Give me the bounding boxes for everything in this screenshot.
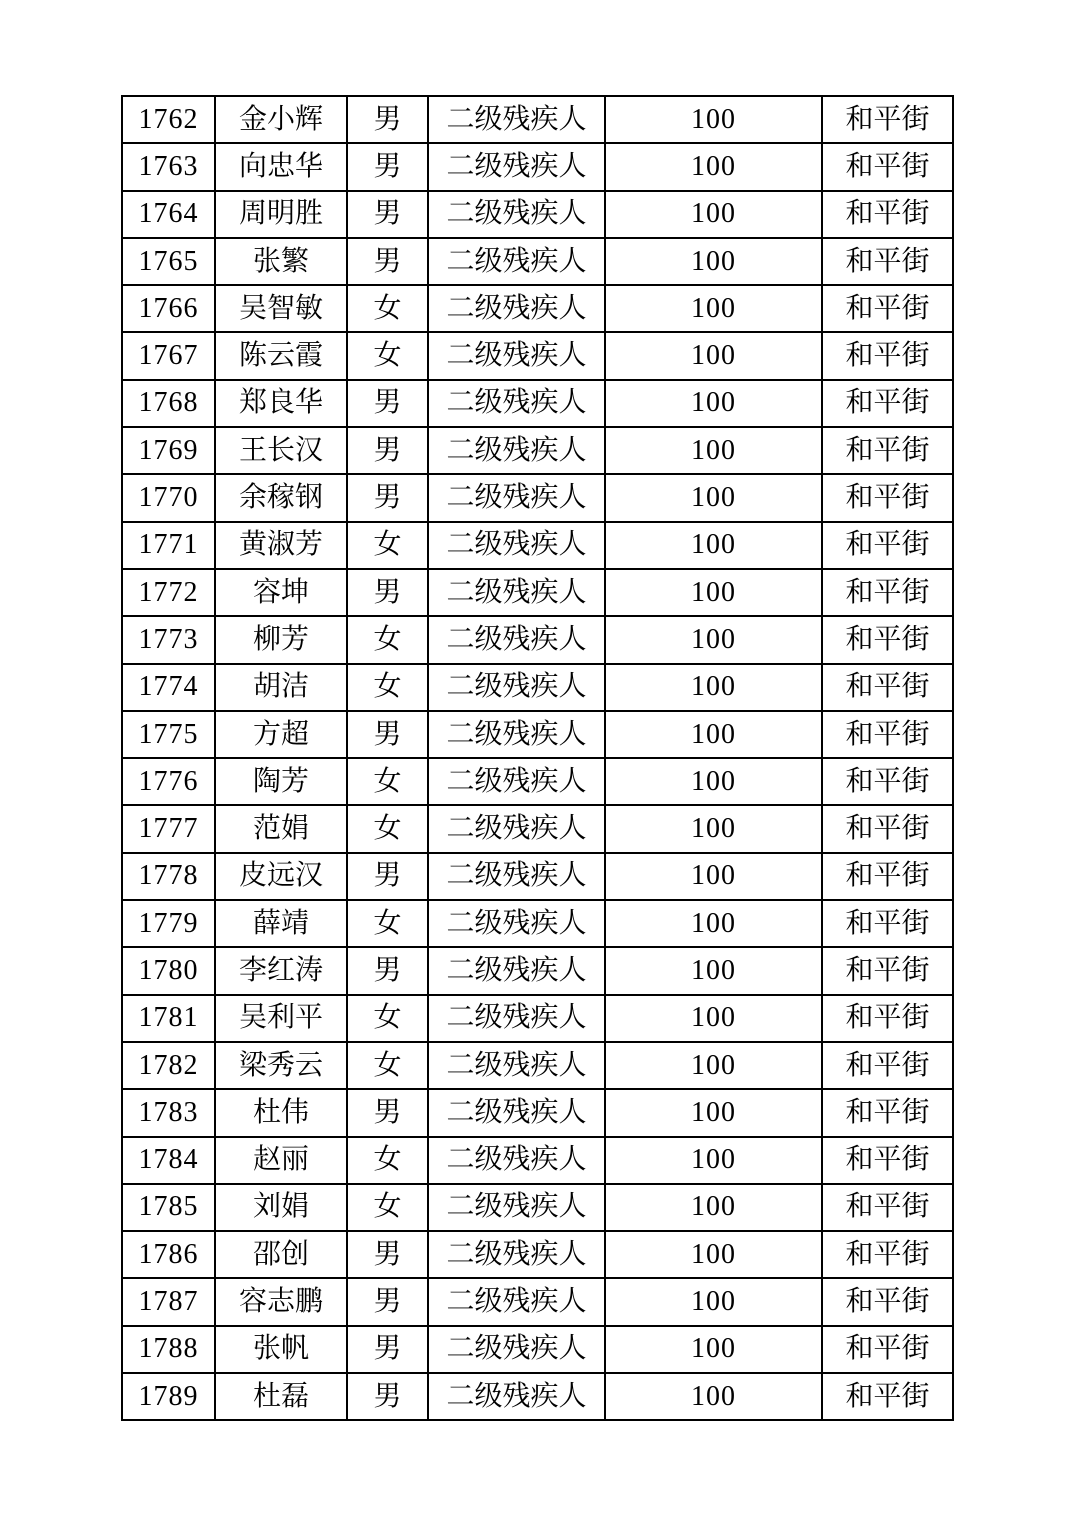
- cell-serial: 1771: [122, 522, 215, 569]
- cell-name: 赵丽: [215, 1137, 347, 1184]
- cell-gender: 男: [347, 96, 428, 143]
- cell-name: 余稼钢: [215, 474, 347, 521]
- cell-category: 二级残疾人: [428, 143, 605, 190]
- cell-category: 二级残疾人: [428, 474, 605, 521]
- cell-gender: 女: [347, 758, 428, 805]
- cell-category: 二级残疾人: [428, 758, 605, 805]
- cell-serial: 1769: [122, 427, 215, 474]
- table-row: [122, 143, 953, 190]
- cell-category: 二级残疾人: [428, 238, 605, 285]
- cell-gender: 男: [347, 474, 428, 521]
- cell-gender: 女: [347, 616, 428, 663]
- cell-category: 二级残疾人: [428, 1231, 605, 1278]
- cell-amount: 100: [605, 1089, 822, 1136]
- cell-amount: 100: [605, 664, 822, 711]
- table-row: [122, 900, 953, 947]
- cell-serial: 1780: [122, 947, 215, 994]
- cell-street: 和平街: [822, 1373, 953, 1420]
- cell-category: 二级残疾人: [428, 1326, 605, 1373]
- table-row: [122, 664, 953, 711]
- cell-street: 和平街: [822, 191, 953, 238]
- cell-gender: 女: [347, 1137, 428, 1184]
- cell-category: 二级残疾人: [428, 853, 605, 900]
- cell-serial: 1775: [122, 711, 215, 758]
- cell-amount: 100: [605, 238, 822, 285]
- cell-amount: 100: [605, 143, 822, 190]
- cell-serial: 1774: [122, 664, 215, 711]
- cell-category: 二级残疾人: [428, 947, 605, 994]
- cell-serial: 1777: [122, 805, 215, 852]
- cell-category: 二级残疾人: [428, 1089, 605, 1136]
- cell-serial: 1783: [122, 1089, 215, 1136]
- cell-name: 陈云霞: [215, 332, 347, 379]
- cell-street: 和平街: [822, 1137, 953, 1184]
- cell-amount: 100: [605, 758, 822, 805]
- cell-name: 向忠华: [215, 143, 347, 190]
- cell-gender: 男: [347, 1278, 428, 1325]
- cell-street: 和平街: [822, 332, 953, 379]
- cell-category: 二级残疾人: [428, 664, 605, 711]
- cell-category: 二级残疾人: [428, 616, 605, 663]
- table-row: [122, 853, 953, 900]
- cell-serial: 1789: [122, 1373, 215, 1420]
- cell-street: 和平街: [822, 947, 953, 994]
- cell-serial: 1767: [122, 332, 215, 379]
- cell-amount: 100: [605, 1231, 822, 1278]
- cell-name: 杜磊: [215, 1373, 347, 1420]
- cell-gender: 男: [347, 853, 428, 900]
- table-row: [122, 332, 953, 379]
- cell-name: 皮远汉: [215, 853, 347, 900]
- table-row: [122, 380, 953, 427]
- table-row: [122, 238, 953, 285]
- cell-category: 二级残疾人: [428, 96, 605, 143]
- cell-amount: 100: [605, 1278, 822, 1325]
- cell-category: 二级残疾人: [428, 332, 605, 379]
- cell-name: 陶芳: [215, 758, 347, 805]
- cell-street: 和平街: [822, 238, 953, 285]
- cell-gender: 女: [347, 1184, 428, 1231]
- cell-amount: 100: [605, 569, 822, 616]
- cell-gender: 男: [347, 191, 428, 238]
- cell-street: 和平街: [822, 569, 953, 616]
- table-row: [122, 96, 953, 143]
- cell-name: 周明胜: [215, 191, 347, 238]
- cell-gender: 男: [347, 143, 428, 190]
- cell-amount: 100: [605, 1373, 822, 1420]
- cell-street: 和平街: [822, 380, 953, 427]
- cell-amount: 100: [605, 474, 822, 521]
- cell-name: 王长汉: [215, 427, 347, 474]
- cell-category: 二级残疾人: [428, 805, 605, 852]
- cell-serial: 1786: [122, 1231, 215, 1278]
- cell-category: 二级残疾人: [428, 285, 605, 332]
- cell-gender: 男: [347, 711, 428, 758]
- cell-gender: 男: [347, 1231, 428, 1278]
- cell-gender: 女: [347, 900, 428, 947]
- cell-serial: 1788: [122, 1326, 215, 1373]
- cell-amount: 100: [605, 853, 822, 900]
- cell-street: 和平街: [822, 995, 953, 1042]
- cell-gender: 女: [347, 332, 428, 379]
- cell-serial: 1768: [122, 380, 215, 427]
- cell-gender: 男: [347, 947, 428, 994]
- cell-name: 容坤: [215, 569, 347, 616]
- cell-category: 二级残疾人: [428, 995, 605, 1042]
- cell-amount: 100: [605, 522, 822, 569]
- cell-category: 二级残疾人: [428, 380, 605, 427]
- cell-gender: 女: [347, 1042, 428, 1089]
- cell-gender: 男: [347, 569, 428, 616]
- cell-street: 和平街: [822, 758, 953, 805]
- cell-street: 和平街: [822, 1231, 953, 1278]
- table-row: [122, 474, 953, 521]
- cell-gender: 女: [347, 805, 428, 852]
- table-row: [122, 711, 953, 758]
- cell-serial: 1779: [122, 900, 215, 947]
- cell-category: 二级残疾人: [428, 1042, 605, 1089]
- table-row: [122, 616, 953, 663]
- cell-category: 二级残疾人: [428, 711, 605, 758]
- cell-serial: 1766: [122, 285, 215, 332]
- cell-name: 杜伟: [215, 1089, 347, 1136]
- table-row: [122, 1042, 953, 1089]
- cell-serial: 1762: [122, 96, 215, 143]
- cell-street: 和平街: [822, 474, 953, 521]
- cell-amount: 100: [605, 1137, 822, 1184]
- cell-street: 和平街: [822, 285, 953, 332]
- cell-category: 二级残疾人: [428, 900, 605, 947]
- cell-gender: 男: [347, 427, 428, 474]
- cell-gender: 男: [347, 1089, 428, 1136]
- table-row: [122, 522, 953, 569]
- cell-serial: 1772: [122, 569, 215, 616]
- cell-name: 容志鹏: [215, 1278, 347, 1325]
- cell-name: 李红涛: [215, 947, 347, 994]
- cell-street: 和平街: [822, 853, 953, 900]
- cell-street: 和平街: [822, 900, 953, 947]
- cell-amount: 100: [605, 711, 822, 758]
- cell-name: 柳芳: [215, 616, 347, 663]
- cell-amount: 100: [605, 995, 822, 1042]
- cell-category: 二级残疾人: [428, 191, 605, 238]
- cell-serial: 1785: [122, 1184, 215, 1231]
- cell-serial: 1776: [122, 758, 215, 805]
- table-row: [122, 191, 953, 238]
- cell-amount: 100: [605, 1326, 822, 1373]
- cell-amount: 100: [605, 332, 822, 379]
- cell-amount: 100: [605, 1042, 822, 1089]
- cell-name: 金小辉: [215, 96, 347, 143]
- cell-street: 和平街: [822, 522, 953, 569]
- cell-street: 和平街: [822, 1184, 953, 1231]
- cell-serial: 1770: [122, 474, 215, 521]
- cell-name: 邵创: [215, 1231, 347, 1278]
- cell-amount: 100: [605, 900, 822, 947]
- cell-name: 范娟: [215, 805, 347, 852]
- cell-amount: 100: [605, 191, 822, 238]
- cell-category: 二级残疾人: [428, 1137, 605, 1184]
- cell-gender: 男: [347, 1373, 428, 1420]
- cell-street: 和平街: [822, 711, 953, 758]
- cell-street: 和平街: [822, 427, 953, 474]
- records-table-body: [122, 96, 953, 1420]
- cell-amount: 100: [605, 380, 822, 427]
- cell-category: 二级残疾人: [428, 522, 605, 569]
- cell-name: 张帆: [215, 1326, 347, 1373]
- table-row: [122, 758, 953, 805]
- cell-amount: 100: [605, 616, 822, 663]
- cell-category: 二级残疾人: [428, 1373, 605, 1420]
- cell-name: 郑良华: [215, 380, 347, 427]
- cell-serial: 1763: [122, 143, 215, 190]
- cell-category: 二级残疾人: [428, 569, 605, 616]
- cell-serial: 1784: [122, 1137, 215, 1184]
- cell-amount: 100: [605, 1184, 822, 1231]
- cell-name: 刘娟: [215, 1184, 347, 1231]
- table-row: [122, 1373, 953, 1420]
- cell-name: 张繁: [215, 238, 347, 285]
- cell-street: 和平街: [822, 143, 953, 190]
- table-row: [122, 1326, 953, 1373]
- cell-serial: 1781: [122, 995, 215, 1042]
- cell-serial: 1778: [122, 853, 215, 900]
- cell-serial: 1773: [122, 616, 215, 663]
- table-row: [122, 427, 953, 474]
- cell-category: 二级残疾人: [428, 1278, 605, 1325]
- cell-street: 和平街: [822, 1089, 953, 1136]
- cell-amount: 100: [605, 427, 822, 474]
- cell-amount: 100: [605, 285, 822, 332]
- records-table: [121, 95, 954, 1421]
- cell-serial: 1764: [122, 191, 215, 238]
- table-row: [122, 995, 953, 1042]
- cell-gender: 女: [347, 522, 428, 569]
- table-row: [122, 1089, 953, 1136]
- cell-gender: 男: [347, 1326, 428, 1373]
- cell-name: 吴智敏: [215, 285, 347, 332]
- cell-gender: 女: [347, 285, 428, 332]
- cell-amount: 100: [605, 96, 822, 143]
- cell-name: 方超: [215, 711, 347, 758]
- table-row: [122, 569, 953, 616]
- cell-amount: 100: [605, 947, 822, 994]
- cell-street: 和平街: [822, 664, 953, 711]
- table-row: [122, 947, 953, 994]
- cell-name: 吴利平: [215, 995, 347, 1042]
- table-row: [122, 1231, 953, 1278]
- cell-amount: 100: [605, 805, 822, 852]
- cell-street: 和平街: [822, 616, 953, 663]
- table-row: [122, 1278, 953, 1325]
- cell-street: 和平街: [822, 1042, 953, 1089]
- table-row: [122, 1184, 953, 1231]
- cell-gender: 女: [347, 664, 428, 711]
- cell-name: 梁秀云: [215, 1042, 347, 1089]
- cell-name: 黄淑芳: [215, 522, 347, 569]
- cell-category: 二级残疾人: [428, 427, 605, 474]
- table-row: [122, 805, 953, 852]
- cell-gender: 男: [347, 238, 428, 285]
- table-row: [122, 285, 953, 332]
- cell-name: 胡洁: [215, 664, 347, 711]
- cell-serial: 1782: [122, 1042, 215, 1089]
- cell-category: 二级残疾人: [428, 1184, 605, 1231]
- cell-street: 和平街: [822, 1278, 953, 1325]
- cell-gender: 女: [347, 995, 428, 1042]
- cell-street: 和平街: [822, 805, 953, 852]
- table-row: [122, 1137, 953, 1184]
- cell-street: 和平街: [822, 1326, 953, 1373]
- cell-street: 和平街: [822, 96, 953, 143]
- cell-serial: 1787: [122, 1278, 215, 1325]
- cell-name: 薛靖: [215, 900, 347, 947]
- cell-gender: 男: [347, 380, 428, 427]
- cell-serial: 1765: [122, 238, 215, 285]
